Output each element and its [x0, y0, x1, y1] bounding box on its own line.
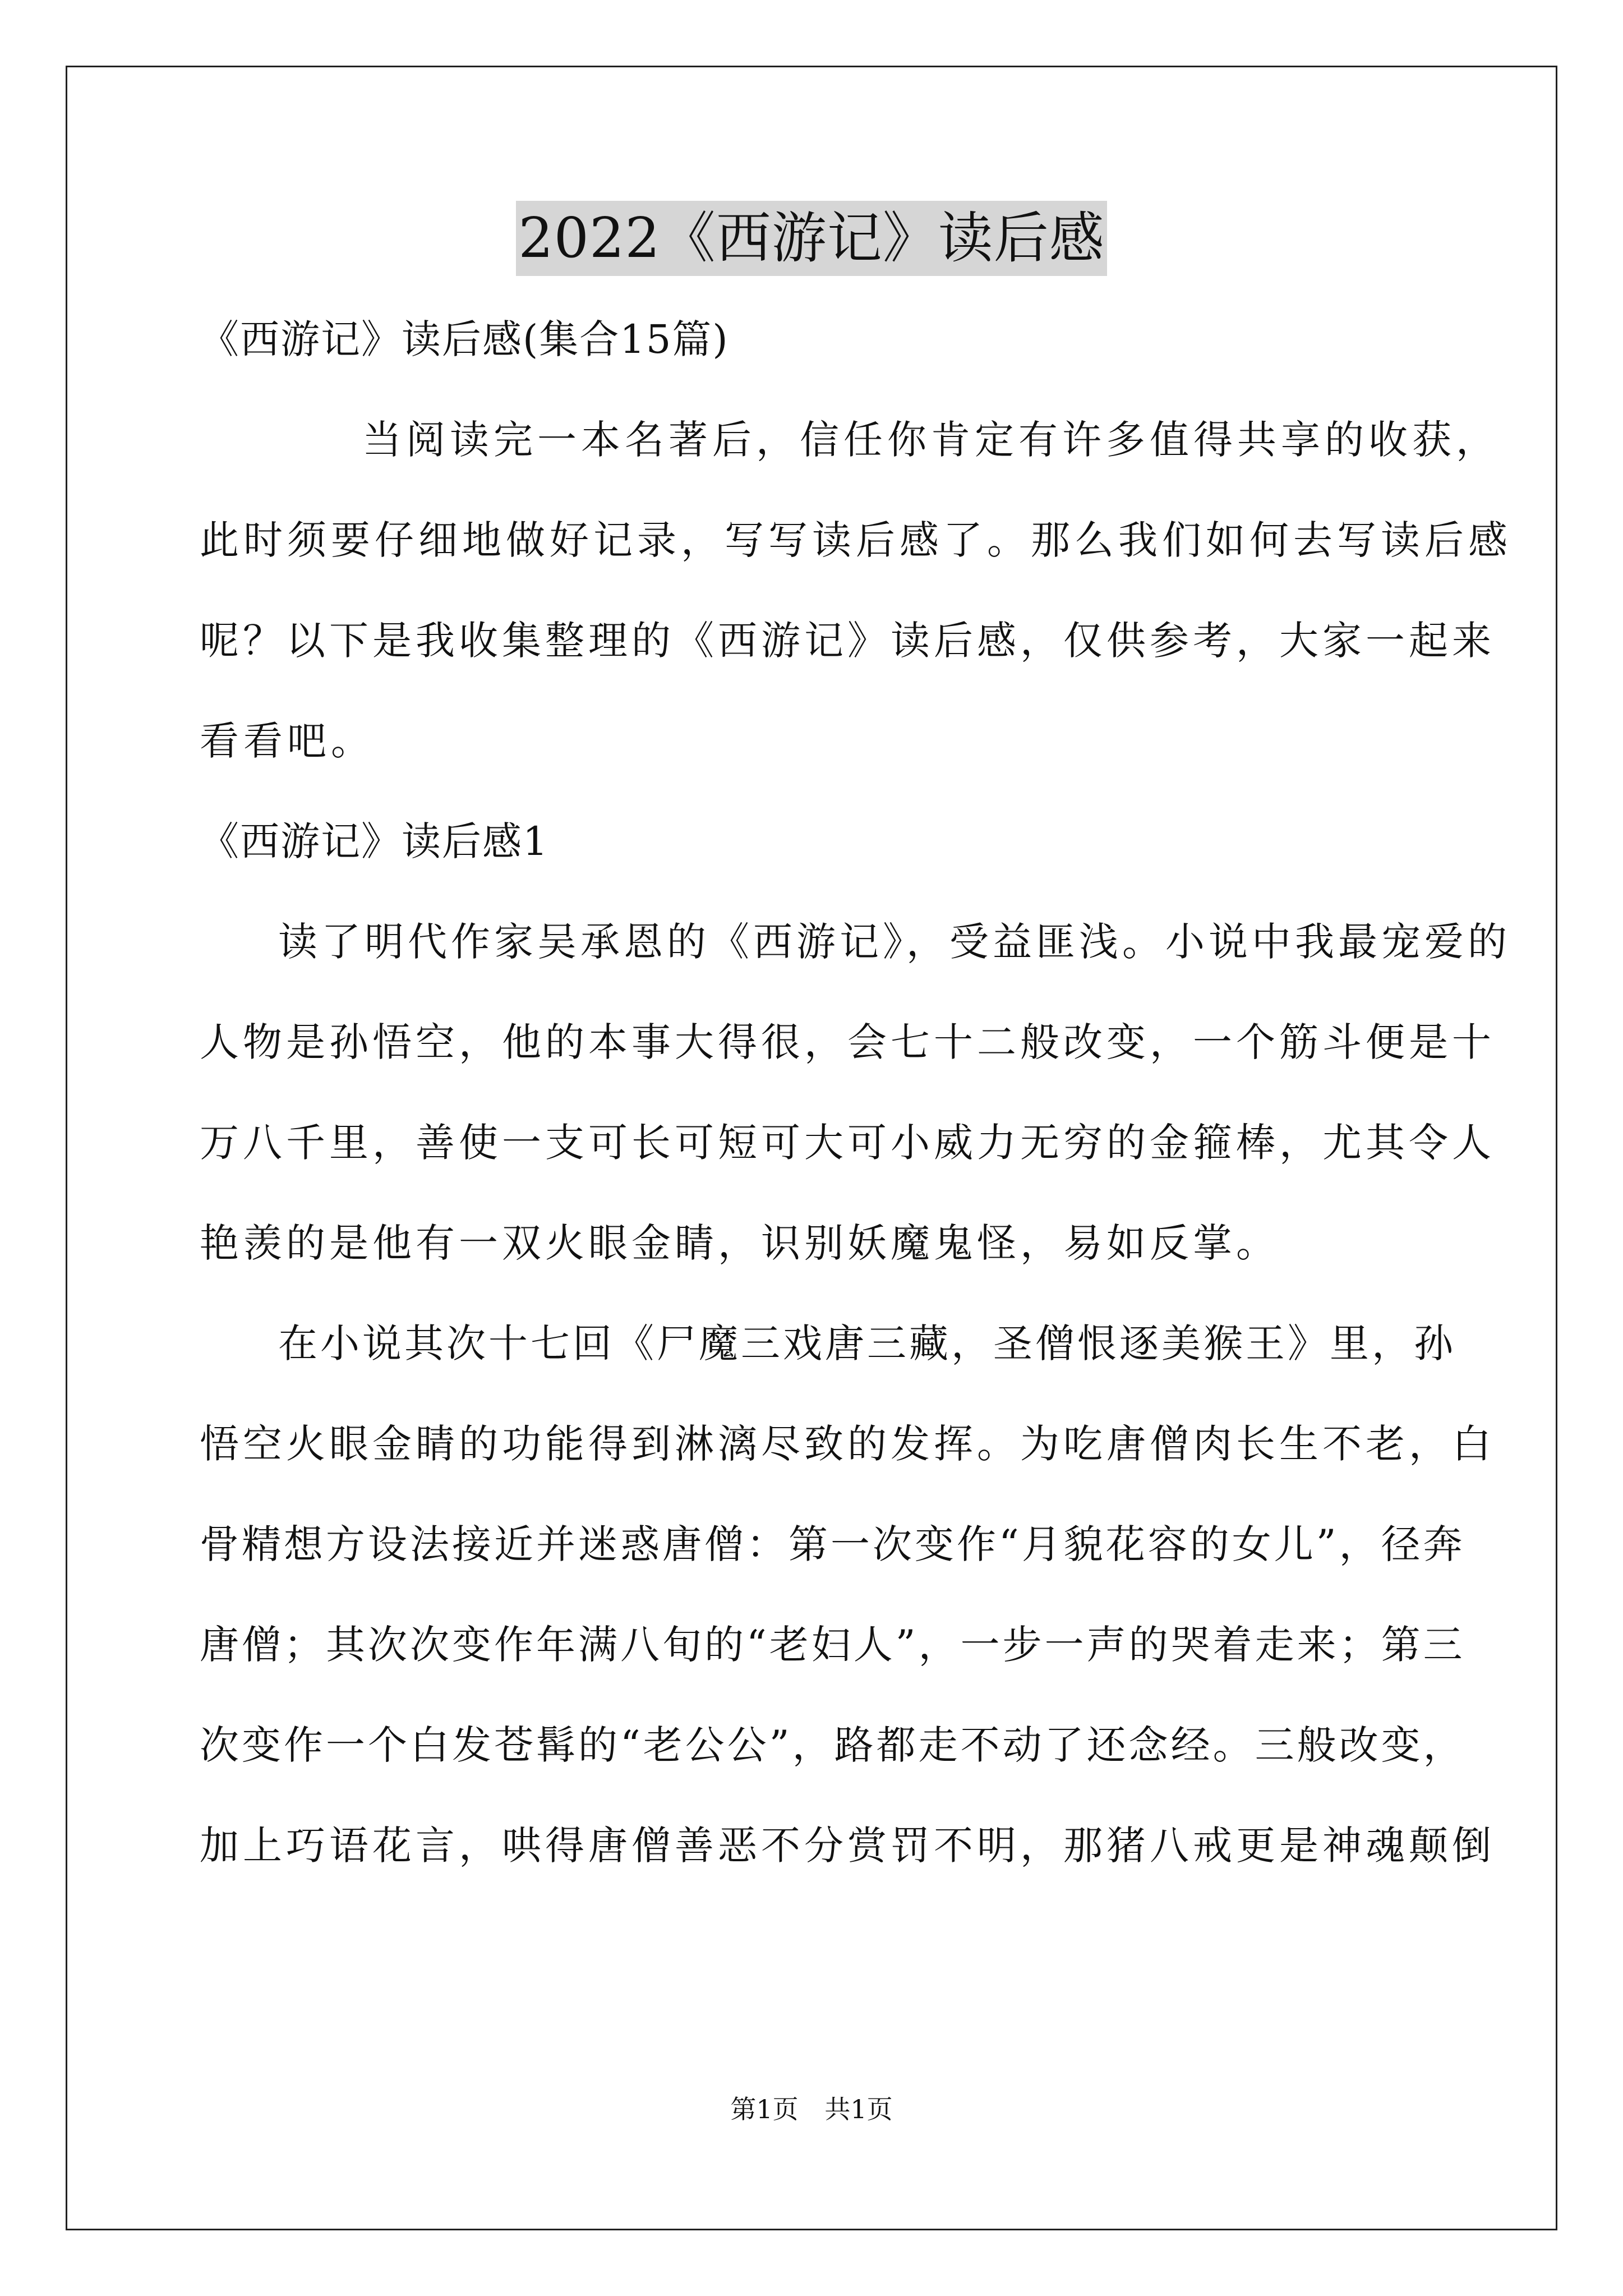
document-body: [200, 311, 1512, 1918]
intro-line: 此时须要仔细地做好记录，写写读后感了。那么我们如何去写读后感: [200, 517, 1512, 563]
paragraph2-line: 悟空火眼金睛的功能得到淋漓尽致的发挥。为吃唐僧肉长生不老，白: [200, 1421, 1495, 1467]
paragraph1-line: 艳羡的是他有一双火眼金睛，识别妖魔鬼怪，易如反掌。: [200, 1220, 1279, 1266]
section-heading: 《西游记》读后感1: [200, 818, 549, 864]
paragraph1-line: 人物是孙悟空，他的本事大得很，会七十二般改变，一个筋斗便是十: [200, 1019, 1495, 1065]
page-number-current: 第1页: [730, 2094, 799, 2124]
paragraph1-line: 读了明代作家吴承恩的《西游记》，受益匪浅。小说中我最宠爱的: [278, 919, 1511, 965]
page-number-total: 共1页: [824, 2094, 893, 2124]
intro-line: 看看吧。: [200, 718, 375, 764]
document-title: 2022《西游记》读后感: [516, 201, 1106, 276]
paragraph2-line: 在小说其次十七回《尸魔三戏唐三藏，圣僧恨逐美猴王》里，孙: [278, 1320, 1456, 1366]
paragraph2-line: 骨精想方设法接近并迷惑唐僧：第一次变作“月貌花容的女儿”，径奔: [200, 1521, 1465, 1567]
paragraph2-line: 加上巧语花言，哄得唐僧善恶不分赏罚不明，那猪八戒更是神魂颠倒: [200, 1823, 1495, 1869]
title-container: [0, 201, 1623, 276]
paragraph2-line: 唐僧；其次次变作年满八旬的“老妇人”，一步一声的哭着走来；第三: [200, 1622, 1465, 1668]
paragraph2-line: 次变作一个白发苍髯的“老公公”，路都走不动了还念经。三般改变，: [200, 1722, 1465, 1768]
intro-line: 呢？以下是我收集整理的《西游记》读后感，仅供参考，大家一起来: [200, 618, 1495, 664]
paragraph1-line: 万八千里，善使一支可长可短可大可小威力无穷的金箍棒，尤其令人: [200, 1120, 1495, 1166]
document-subtitle: 《西游记》读后感(集合15篇): [200, 316, 729, 362]
page-footer: [0, 2092, 1623, 2126]
intro-line: 当阅读完一本名著后，信任你肯定有许多值得共享的收获，: [362, 417, 1500, 463]
